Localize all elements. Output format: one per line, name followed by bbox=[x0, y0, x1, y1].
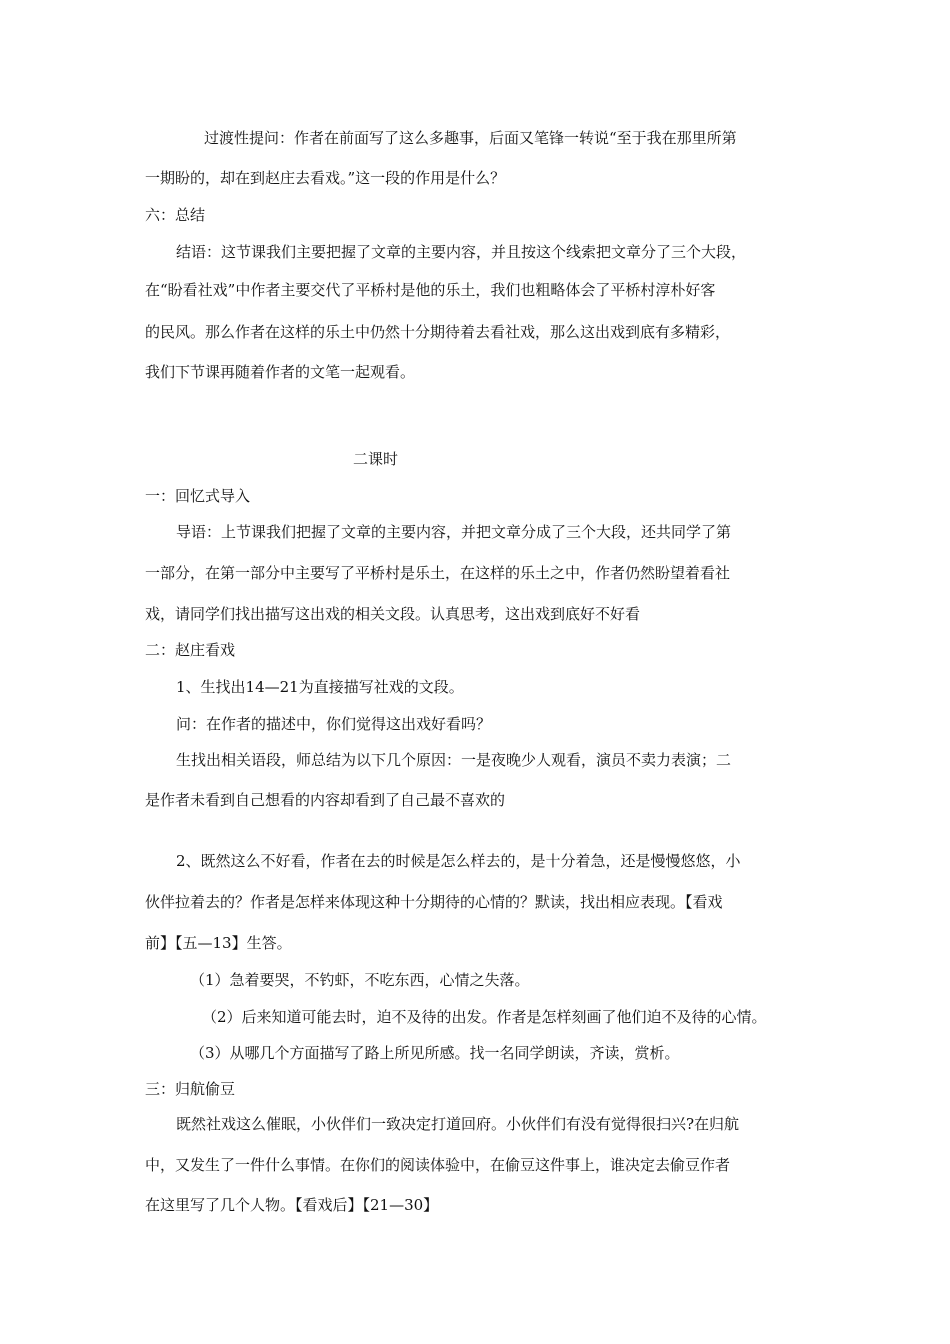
section-heading-intro: 一：回忆式导入 bbox=[145, 487, 251, 505]
question-line: 问：在作者的描述中，你们觉得这出戏好看吗？ bbox=[176, 715, 492, 733]
paragraph-intro-cont: 戏，请同学们找出描写这出戏的相关文段。认真思考，这出戏到底好不好看 bbox=[145, 605, 641, 623]
paragraph-intro: 导语：上节课我们把握了文章的主要内容，并把文章分成了三个大段，还共同学了第 bbox=[176, 523, 732, 541]
paragraph-return-cont: 中，又发生了一件什么事情。在你们的阅读体验中，在偷豆这件事上，谁决定去偷豆作者 bbox=[145, 1156, 731, 1174]
lesson-title: 二课时 bbox=[353, 450, 399, 468]
paragraph-transition-question-cont: 一期盼的，却在到赵庄去看戏。”这一段的作用是什么？ bbox=[145, 169, 506, 187]
paragraph-conclusion-cont: 在“盼看社戏”中作者主要交代了平桥村是他的乐土，我们也粗略体会了平桥村淳朴好客 bbox=[145, 281, 716, 299]
sub-item-1: （1）急着要哭，不钓虾，不吃东西，心情之失落。 bbox=[190, 971, 530, 989]
section-heading-watch-opera: 二：赵庄看戏 bbox=[145, 641, 236, 659]
list-item-2-cont: 伙伴拉着去的？作者是怎样来体现这种十分期待的心情的？默读，找出相应表现。【看戏 bbox=[145, 893, 723, 911]
list-item-2-cont: 前】【五—13】生答。 bbox=[145, 934, 292, 952]
sub-item-2: （2）后来知道可能去时，迫不及待的出发。作者是怎样刻画了他们迫不及待的心情。 bbox=[202, 1008, 767, 1026]
section-heading-summary: 六：总结 bbox=[145, 206, 206, 224]
paragraph-intro-cont: 一部分，在第一部分中主要写了平桥村是乐土，在这样的乐土之中，作者仍然盼望着看社 bbox=[145, 564, 731, 582]
paragraph-conclusion-cont: 的民风。那么作者在这样的乐土中仍然十分期待着去看社戏，那么这出戏到底有多精彩， bbox=[145, 323, 731, 341]
sub-item-3: （3）从哪几个方面描写了路上所见所感。找一名同学朗读，齐读，赏析。 bbox=[190, 1044, 680, 1062]
section-heading-return: 三：归航偷豆 bbox=[145, 1080, 236, 1098]
paragraph-transition-question: 过渡性提问：作者在前面写了这么多趣事，后面又笔锋一转说“至于我在那里所第 bbox=[204, 129, 737, 147]
paragraph-return: 既然社戏这么催眠，小伙伴们一致决定打道回府。小伙伴们有没有觉得很扫兴?在归航 bbox=[176, 1115, 740, 1133]
paragraph-reasons-cont: 是作者未看到自己想看的内容却看到了自己最不喜欢的 bbox=[145, 791, 506, 809]
list-item-2: 2、既然这么不好看，作者在去的时候是怎么样去的，是十分着急，还是慢慢悠悠，小 bbox=[176, 852, 741, 870]
paragraph-return-cont: 在这里写了几个人物。【看戏后】【21—30】 bbox=[145, 1196, 439, 1214]
paragraph-conclusion: 结语：这节课我们主要把握了文章的主要内容，并且按这个线索把文章分了三个大段， bbox=[176, 243, 747, 261]
list-item-1: 1、生找出14—21为直接描写社戏的文段。 bbox=[176, 678, 464, 696]
paragraph-conclusion-cont: 我们下节课再随着作者的文笔一起观看。 bbox=[145, 363, 416, 381]
paragraph-reasons: 生找出相关语段，师总结为以下几个原因：一是夜晚少人观看，演员不卖力表演；二 bbox=[176, 751, 732, 769]
